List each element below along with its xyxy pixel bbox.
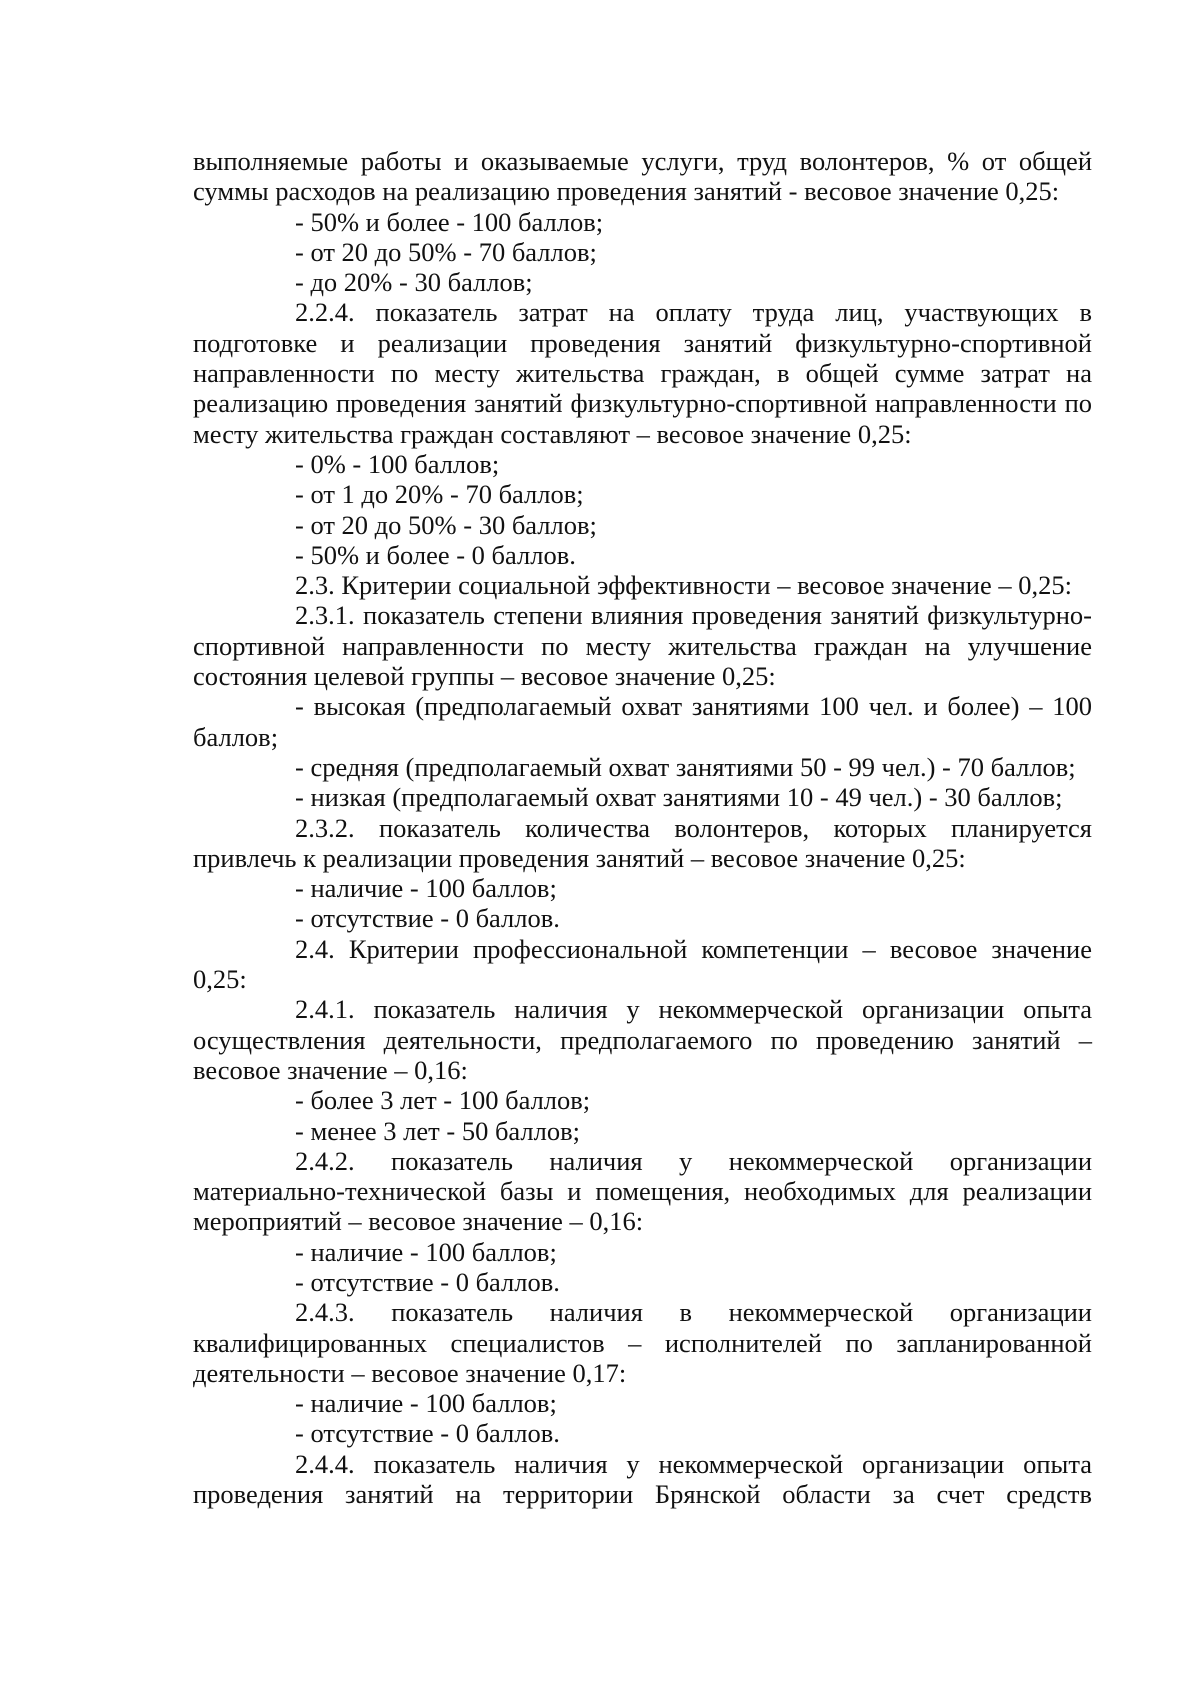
document-body bbox=[193, 146, 1092, 1509]
paragraph-p01: выполняемые работы и оказываемые услуги, труд волонтеров, % от общей суммы расходов на реализацию проведения занятий - весовое значение 0,25: bbox=[193, 146, 1092, 207]
paragraph-p25: 2.4.3. показатель наличия в некоммерческой организации квалифицированных специалистов – исполнителей по запланированной деятельности – весовое значение 0,17: bbox=[193, 1297, 1092, 1388]
paragraph-p24: - отсутствие - 0 баллов. bbox=[295, 1266, 560, 1297]
paragraph-p18: 2.4. Критерии профессиональной компетенции – весовое значение 0,25: bbox=[193, 933, 1092, 995]
paragraph-p03: - от 20 до 50% - 70 баллов; bbox=[295, 236, 597, 267]
paragraph-p17: - отсутствие - 0 баллов. bbox=[295, 903, 560, 934]
paragraph-p05: 2.2.4. показатель затрат на оплату труда лиц, участвующих в подготовке и реализации проведения занятий физкультурно-спортивной направленности по месту жительства граждан, в общей сумме затрат на реализацию проведения занятий физкультурно-спортивной направленности по месту жительства граждан составляют – весовое значение 0,25: bbox=[193, 297, 1092, 449]
paragraph-p21: - менее 3 лет - 50 баллов; bbox=[295, 1115, 581, 1146]
paragraph-p26: - наличие - 100 баллов; bbox=[295, 1388, 557, 1419]
paragraph-p10: 2.3. Критерии социальной эффективности – весовое значение – 0,25: bbox=[295, 570, 1072, 601]
paragraph-p28: 2.4.4. показатель наличия у некоммерческой организации опыта проведения занятий на территории Брянской области за счет средств bbox=[193, 1448, 1092, 1510]
paragraph-p13: - средняя (предполагаемый охват занятиями 50 - 99 чел.) - 70 баллов; bbox=[295, 751, 1076, 782]
paragraph-p20: - более 3 лет - 100 баллов; bbox=[295, 1085, 591, 1116]
paragraph-p14: - низкая (предполагаемый охват занятиями 10 - 49 чел.) - 30 баллов; bbox=[295, 782, 1063, 813]
paragraph-p23: - наличие - 100 баллов; bbox=[295, 1236, 557, 1267]
paragraph-p12: - высокая (предполагаемый охват занятиями 100 чел. и более) – 100 баллов; bbox=[193, 691, 1092, 752]
paragraph-p08: - от 20 до 50% - 30 баллов; bbox=[295, 509, 597, 540]
paragraph-p16: - наличие - 100 баллов; bbox=[295, 873, 557, 904]
paragraph-p06: - 0% - 100 баллов; bbox=[295, 448, 500, 479]
paragraph-p09: - 50% и более - 0 баллов. bbox=[295, 539, 576, 570]
paragraph-p11: 2.3.1. показатель степени влияния проведения занятий физкультурно-спортивной направленности по месту жительства граждан на улучшение состояния целевой группы – весовое значение 0,25: bbox=[193, 600, 1092, 692]
paragraph-p27: - отсутствие - 0 баллов. bbox=[295, 1418, 560, 1449]
paragraph-p02: - 50% и более - 100 баллов; bbox=[295, 206, 604, 237]
paragraph-p04: - до 20% - 30 баллов; bbox=[295, 267, 533, 298]
paragraph-p22: 2.4.2. показатель наличия у некоммерческой организации материально-технической базы и помещения, необходимых для реализации мероприятий – весовое значение – 0,16: bbox=[193, 1145, 1092, 1237]
paragraph-p19: 2.4.1. показатель наличия у некоммерческой организации опыта осуществления деятельности, предполагаемого по проведению занятий – весовое значение – 0,16: bbox=[193, 994, 1092, 1085]
paragraph-p15: 2.3.2. показатель количества волонтеров, которых планируется привлечь к реализации проведения занятий – весовое значение 0,25: bbox=[193, 812, 1092, 873]
paragraph-p07: - от 1 до 20% - 70 баллов; bbox=[295, 479, 584, 510]
